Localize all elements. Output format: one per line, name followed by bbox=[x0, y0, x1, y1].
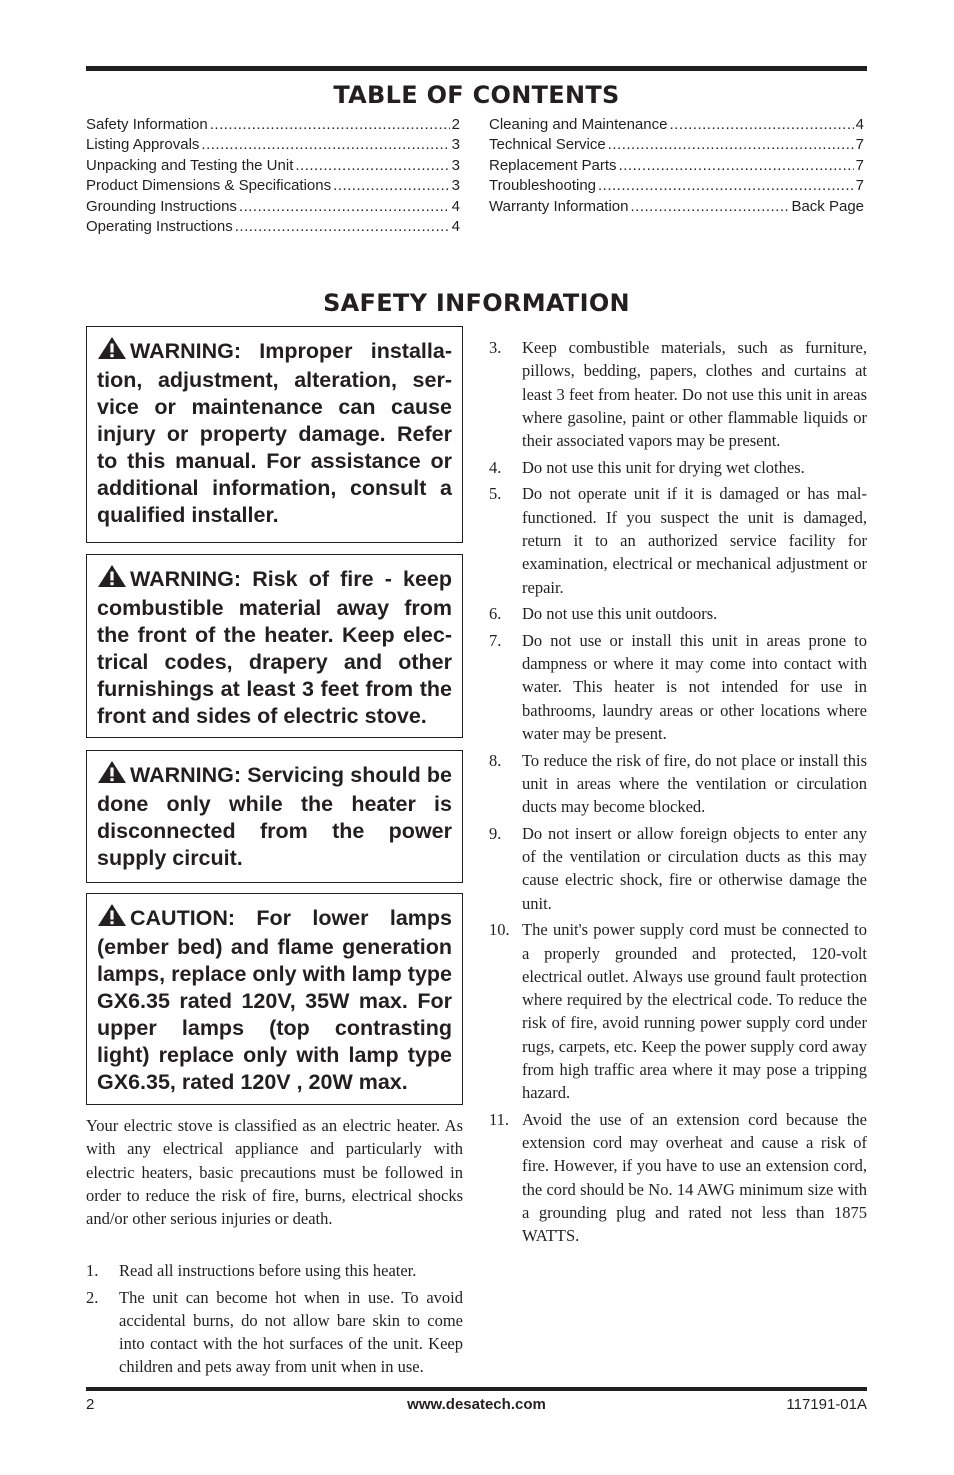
toc-leader-dots bbox=[201, 135, 449, 155]
list-item-text: Do not use this unit outdoors. bbox=[522, 604, 718, 624]
list-item-number: 11. bbox=[489, 1109, 510, 1129]
list-item bbox=[489, 749, 867, 819]
toc-entry-page: 4 bbox=[451, 218, 460, 236]
toc-title: TABLE OF CONTENTS bbox=[333, 81, 620, 109]
list-item bbox=[489, 482, 867, 598]
toc-entry[interactable] bbox=[86, 135, 460, 155]
toc-entry-page: 4 bbox=[451, 197, 460, 215]
warning-triangle-icon bbox=[97, 336, 127, 367]
warning-text: WARNING: Risk of fire - keep combustible material away from the front of the heater. Keep electrical codes, drapery and other furnishings at least 3 feet from the front and sides of electric stove. bbox=[97, 567, 452, 728]
toc-leader-dots bbox=[619, 156, 854, 176]
warning-text: WARNING: Improper installation, adjustment, alteration, service or maintenance can cause injury or property damage. Refer to this manual. For assistance or additional information, consult a qualified installer. bbox=[97, 339, 452, 527]
list-item-number: 9. bbox=[489, 823, 502, 843]
list-item bbox=[86, 1286, 463, 1379]
toc-entry[interactable] bbox=[86, 156, 460, 176]
intro-paragraph: Your electric stove is classified as an electric heater. As with any electrical appliance and particularly with electric heaters, basic precautions must be followed in order to reduce the risk of fire, burns, electrical shocks and/or other serious injuries or death. bbox=[86, 1116, 463, 1229]
toc-leader-dots bbox=[598, 176, 854, 196]
warning-triangle-icon bbox=[97, 760, 127, 791]
list-item-text: Read all instructions before using this heater. bbox=[119, 1261, 417, 1280]
toc-entry-page: 3 bbox=[451, 177, 460, 195]
toc-entry-page: 3 bbox=[451, 156, 460, 174]
caution-text: CAUTION: For lower lamps (ember bed) and flame generation lamps, replace only with lamp type GX6.35 rated 120V, 35W max. For upper lamps (top contrasting light) replace only with lamp type GX6.35, rated 120V , 20W max. bbox=[97, 906, 452, 1094]
toc-entry-label: Unpacking and Testing the Unit bbox=[86, 156, 294, 174]
list-item bbox=[489, 822, 867, 915]
toc-entry-label: Technical Service bbox=[489, 136, 606, 154]
toc-entry-label: Safety Information bbox=[86, 116, 208, 133]
list-item bbox=[489, 1108, 867, 1248]
toc-entry-page: 3 bbox=[451, 136, 460, 154]
toc-leader-dots bbox=[235, 217, 450, 237]
toc-entry[interactable] bbox=[489, 135, 864, 155]
warning-box bbox=[86, 750, 463, 883]
toc-entry-page: 7 bbox=[855, 156, 864, 174]
toc-leader-dots bbox=[631, 197, 790, 217]
toc-leader-dots bbox=[239, 197, 450, 217]
warning-triangle-icon bbox=[97, 564, 127, 595]
list-item bbox=[489, 629, 867, 745]
warning-text: WARNING: Servicing should be done only while the heater is disconnected from the power supply circuit. bbox=[97, 763, 452, 870]
toc-entry-label: Listing Approvals bbox=[86, 136, 200, 154]
list-item-text: The unit can become hot when in use. To avoid accidental burns, do not allow bare skin to come into contact with the hot surfaces of the unit. Keep children and pets away from unit when in use. bbox=[119, 1287, 463, 1377]
list-item-text: Keep combustible materials, such as furniture, pillows, bedding, papers, clothes and curtains at least 3 feet from heater. Do not use this unit in areas where gasoline, paint or other flammable liquids or their associated vapors may be present. bbox=[522, 338, 867, 451]
toc-left-column bbox=[86, 115, 460, 237]
toc-leader-dots bbox=[608, 135, 854, 155]
toc-entry[interactable] bbox=[86, 197, 460, 217]
list-item-text: Do not operate unit if it is damaged or has malfunctioned. If you suspect the unit is damaged, return it to an authorized service facility for examination, electrical or mechanical adjustment or repair. bbox=[522, 484, 867, 597]
list-item bbox=[489, 602, 867, 625]
document-number: 117191-01A bbox=[786, 1396, 867, 1413]
toc-entry-page: Back Page bbox=[791, 197, 864, 215]
list-item-number: 10. bbox=[489, 920, 510, 940]
toc-entry-label: Troubleshooting bbox=[489, 177, 597, 195]
list-item-number: 1. bbox=[86, 1261, 99, 1280]
list-item-text: Avoid the use of an extension cord because the extension cord may overheat and cause a risk of fire. However, if you have to use an extension cord, the cord should be No. 14 AWG minimum size with a grounding plug and rated not less than 1875 WATTS. bbox=[522, 1109, 867, 1246]
website-link[interactable]: www.desatech.com bbox=[407, 1396, 546, 1413]
list-item-number: 4. bbox=[489, 457, 502, 477]
toc-leader-dots bbox=[333, 176, 450, 196]
toc-entry-page: 7 bbox=[855, 177, 864, 195]
list-item-number: 2. bbox=[86, 1287, 99, 1307]
top-rule bbox=[86, 66, 867, 71]
safety-list-right bbox=[489, 336, 867, 1251]
list-item-number: 6. bbox=[489, 604, 502, 624]
toc-right-column bbox=[489, 115, 864, 217]
toc-entry[interactable] bbox=[489, 156, 864, 176]
warning-triangle-icon bbox=[97, 903, 127, 934]
toc-entry[interactable] bbox=[86, 115, 460, 135]
list-item-number: 7. bbox=[489, 630, 502, 650]
page-number: 2 bbox=[86, 1396, 95, 1413]
list-item-number: 3. bbox=[489, 338, 502, 357]
toc-entry-page: 2 bbox=[451, 116, 460, 133]
toc-entry-page: 4 bbox=[855, 116, 864, 133]
list-item bbox=[489, 918, 867, 1104]
list-item-text: Do not insert or allow foreign objects to enter any of the ventilation or circulation ducts as this may cause electric shock, fire or otherwise damage the unit. bbox=[522, 823, 867, 913]
toc-entry[interactable] bbox=[489, 197, 864, 217]
toc-leader-dots bbox=[669, 115, 853, 135]
toc-entry-page: 7 bbox=[855, 136, 864, 154]
toc-entry[interactable] bbox=[489, 115, 864, 135]
list-item-text: Do not use this unit for drying wet clothes. bbox=[522, 457, 805, 477]
list-item-text: To reduce the risk of fire, do not place or install this unit in areas where the ventilation or circulation ducts may become blocked. bbox=[522, 750, 867, 817]
toc-entry-label: Product Dimensions & Specifications bbox=[86, 177, 332, 195]
list-item bbox=[86, 1259, 463, 1282]
toc-entry-label: Cleaning and Maintenance bbox=[489, 116, 668, 133]
list-item bbox=[489, 456, 867, 479]
list-item-number: 5. bbox=[489, 484, 502, 504]
toc-entry-label: Replacement Parts bbox=[489, 156, 617, 174]
list-item bbox=[489, 336, 867, 452]
toc-leader-dots bbox=[210, 115, 450, 135]
caution-box bbox=[86, 893, 463, 1105]
toc-leader-dots bbox=[295, 156, 449, 176]
warning-box bbox=[86, 554, 463, 738]
safety-title: SAFETY INFORMATION bbox=[323, 289, 630, 317]
toc-entry-label: Warranty Information bbox=[489, 197, 629, 215]
toc-entry-label: Operating Instructions bbox=[86, 218, 233, 236]
toc-entry[interactable] bbox=[86, 176, 460, 196]
toc-entry[interactable] bbox=[489, 176, 864, 196]
toc-entry[interactable] bbox=[86, 217, 460, 237]
list-item-text: The unit's power supply cord must be connected to a properly grounded and protected, 120-volt electrical outlet. Always use ground fault protection where required by the electrical code. To reduce the risk of fire, avoid running power supply cord under rugs, carpets, etc. Keep the power supply cord away from high traffic area where it may pose a tripping hazard. bbox=[522, 920, 867, 1103]
warning-box bbox=[86, 326, 463, 543]
safety-list-left bbox=[86, 1259, 463, 1382]
list-item-text: Do not use or install this unit in areas prone to dampness or where it may come into contact with water. This heater is not intended for use in bathrooms, laundry areas or other locations where water may be present. bbox=[522, 630, 867, 743]
bottom-rule bbox=[86, 1387, 867, 1391]
toc-entry-label: Grounding Instructions bbox=[86, 197, 237, 215]
list-item-number: 8. bbox=[489, 750, 502, 770]
